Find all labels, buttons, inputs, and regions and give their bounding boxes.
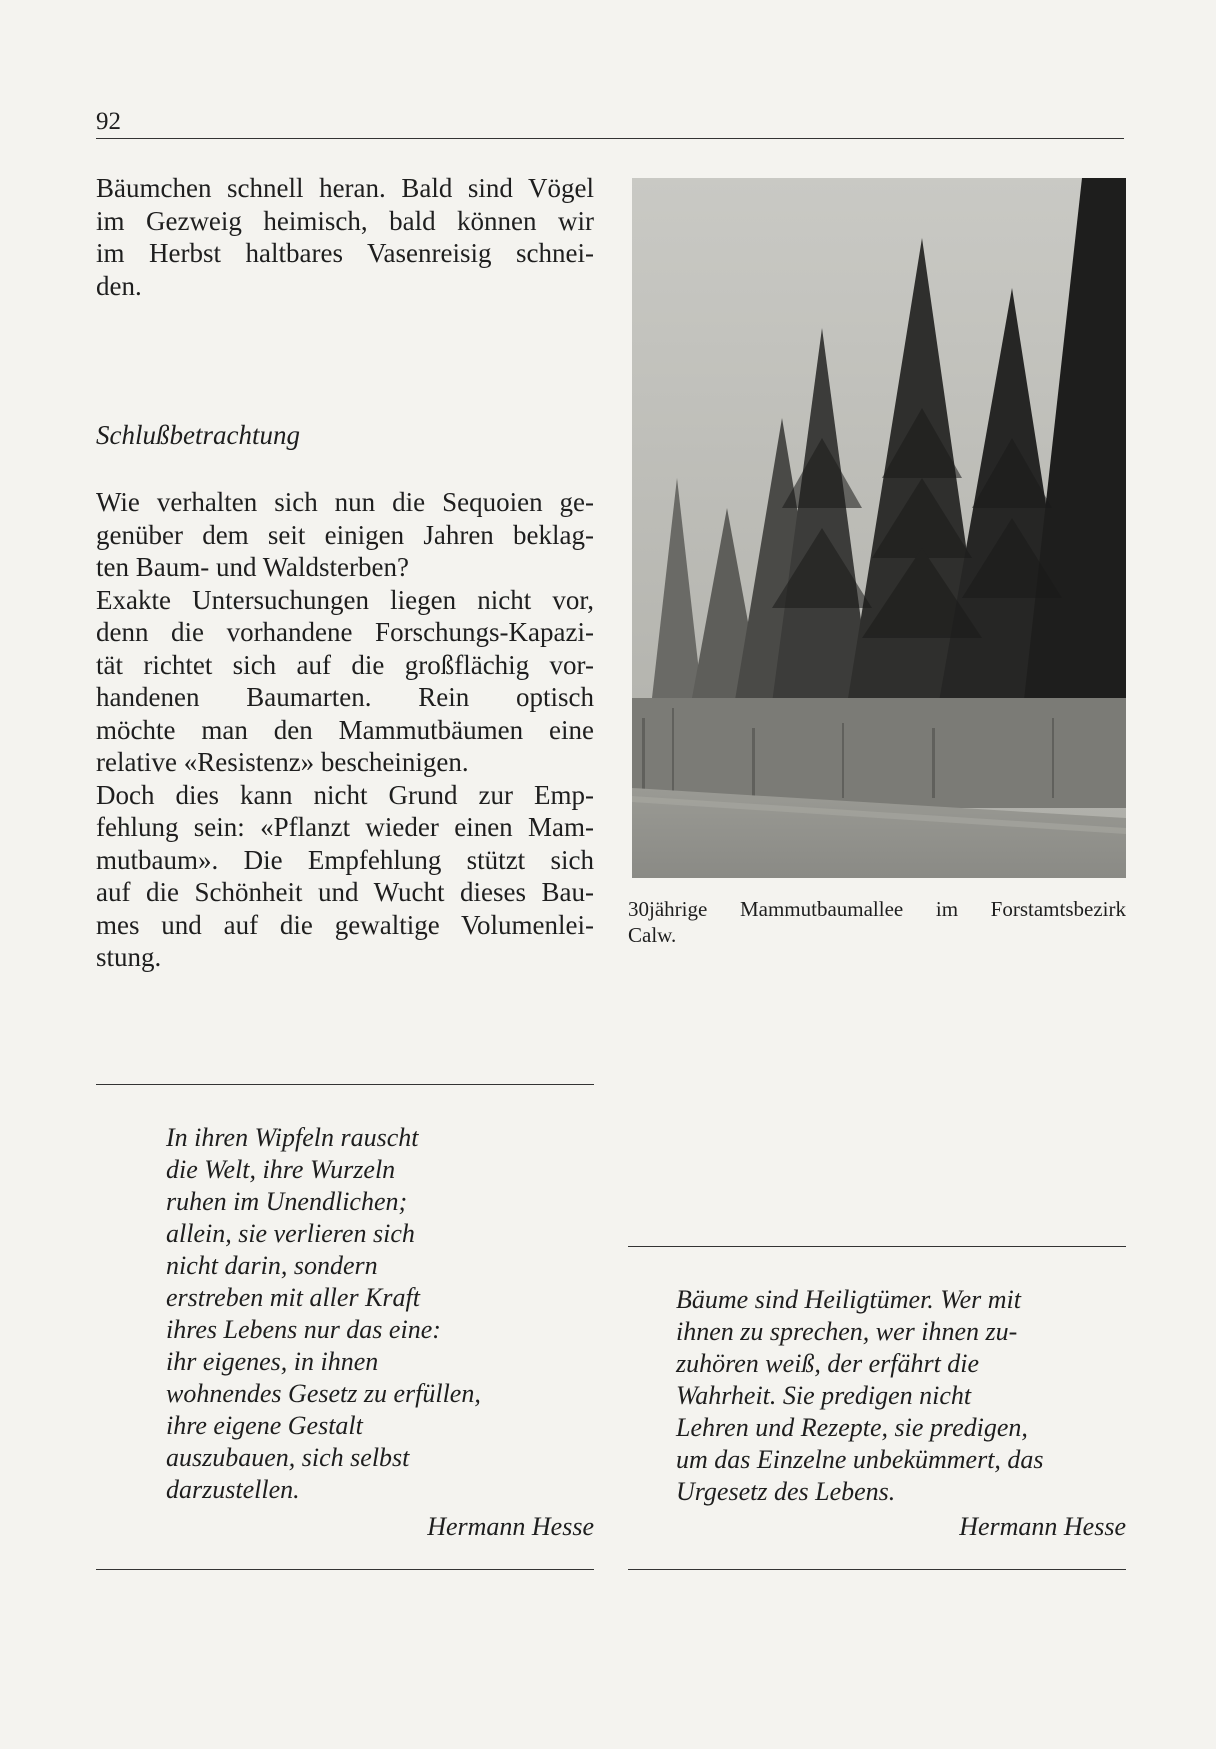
quote-right-line: zuhören weiß, der erfährt die (676, 1349, 980, 1378)
intro-line: im Gezweig heimisch, bald können wir (96, 205, 594, 236)
intro-paragraph (96, 172, 594, 302)
body-line: mes und auf die gewaltige Volumenlei- (96, 909, 594, 940)
quote-right (676, 1284, 1044, 1508)
quote-right-line: Wahrheit. Sie predigen nicht (676, 1381, 972, 1410)
body-line: denn die vorhandene Forschungs-Kapazi- (96, 617, 594, 647)
quote-left-line: In ihren Wipfeln rauscht (166, 1123, 419, 1152)
body-line: auf die Schönheit und Wucht dieses Bau- (96, 877, 594, 907)
body-line: genüber dem seit einigen Jahren beklag- (96, 519, 594, 550)
intro-line: Bäumchen schnell heran. Bald sind Vögel (96, 173, 594, 203)
quote-left-bottom-rule (96, 1569, 594, 1570)
quote-right-line: Lehren und Rezepte, sie predigen, (676, 1413, 1028, 1442)
body-paragraph (96, 486, 594, 974)
body-line: tät richtet sich auf die großflächig vor- (96, 649, 594, 680)
header-rule (96, 138, 1124, 139)
intro-line: im Herbst haltbares Vasenreisig schnei- (96, 238, 594, 268)
quote-right-line: Bäume sind Heiligtümer. Wer mit (676, 1285, 1021, 1314)
quote-left-line: allein, sie verlieren sich (166, 1219, 415, 1248)
caption-line: 30jährige Mammutbaumallee im Forstamtsbezirk (628, 897, 1126, 921)
quote-right-bottom-rule (628, 1569, 1126, 1570)
quote-right-line: um das Einzelne unbekümmert, das (676, 1445, 1044, 1474)
section-heading: Schlußbetrachtung (96, 420, 300, 450)
sequoia-avenue-image (632, 178, 1126, 878)
body-line: ten Baum- und Waldsterben? (96, 552, 409, 582)
quote-right-line: Urgesetz des Lebens. (676, 1477, 896, 1506)
body-line: Exakte Untersuchungen liegen nicht vor, (96, 584, 594, 615)
intro-line: den. (96, 270, 142, 301)
body-line: Wie verhalten sich nun die Sequoien ge- (96, 487, 594, 517)
quote-left-line: ruhen im Unendlichen; (166, 1187, 408, 1216)
body-line: Doch dies kann nicht Grund zur Emp- (96, 779, 594, 810)
quote-left (166, 1122, 481, 1506)
quote-left-line: erstreben mit aller Kraft (166, 1283, 420, 1312)
body-line: relative «Resistenz» bescheinigen. (96, 747, 469, 777)
quote-left-line: auszubauen, sich selbst (166, 1443, 410, 1472)
quote-right-line: ihnen zu sprechen, wer ihnen zu- (676, 1317, 1018, 1346)
body-line: fehlung sein: «Pflanzt wieder einen Mam- (96, 812, 594, 842)
quote-left-line: ihres Lebens nur das eine: (166, 1315, 441, 1344)
quote-right-top-rule (628, 1246, 1126, 1247)
body-line: stung. (96, 942, 162, 972)
quote-left-line: die Welt, ihre Wurzeln (166, 1155, 396, 1184)
quote-left-author: Hermann Hesse (427, 1512, 594, 1541)
forest-photo (632, 178, 1126, 878)
caption-line: Calw. (628, 923, 677, 947)
quote-left-line: wohnendes Gesetz zu erfüllen, (166, 1379, 481, 1408)
quote-left-line: ihre eigene Gestalt (166, 1411, 363, 1440)
quote-left-line: nicht darin, sondern (166, 1251, 378, 1280)
quote-left-line: ihr eigenes, in ihnen (166, 1347, 379, 1376)
body-text (96, 486, 594, 974)
body-line: handenen Baumarten. Rein optisch (96, 682, 594, 712)
quote-right-author: Hermann Hesse (959, 1512, 1126, 1541)
intro-text (96, 172, 594, 302)
body-line: möchte man den Mammutbäumen eine (96, 714, 594, 745)
quote-left-top-rule (96, 1084, 594, 1085)
quote-left-line: darzustellen. (166, 1475, 300, 1504)
body-line: mutbaum». Die Empfehlung stützt sich (96, 844, 594, 875)
photo-caption (628, 896, 1126, 948)
page-number: 92 (96, 108, 121, 135)
